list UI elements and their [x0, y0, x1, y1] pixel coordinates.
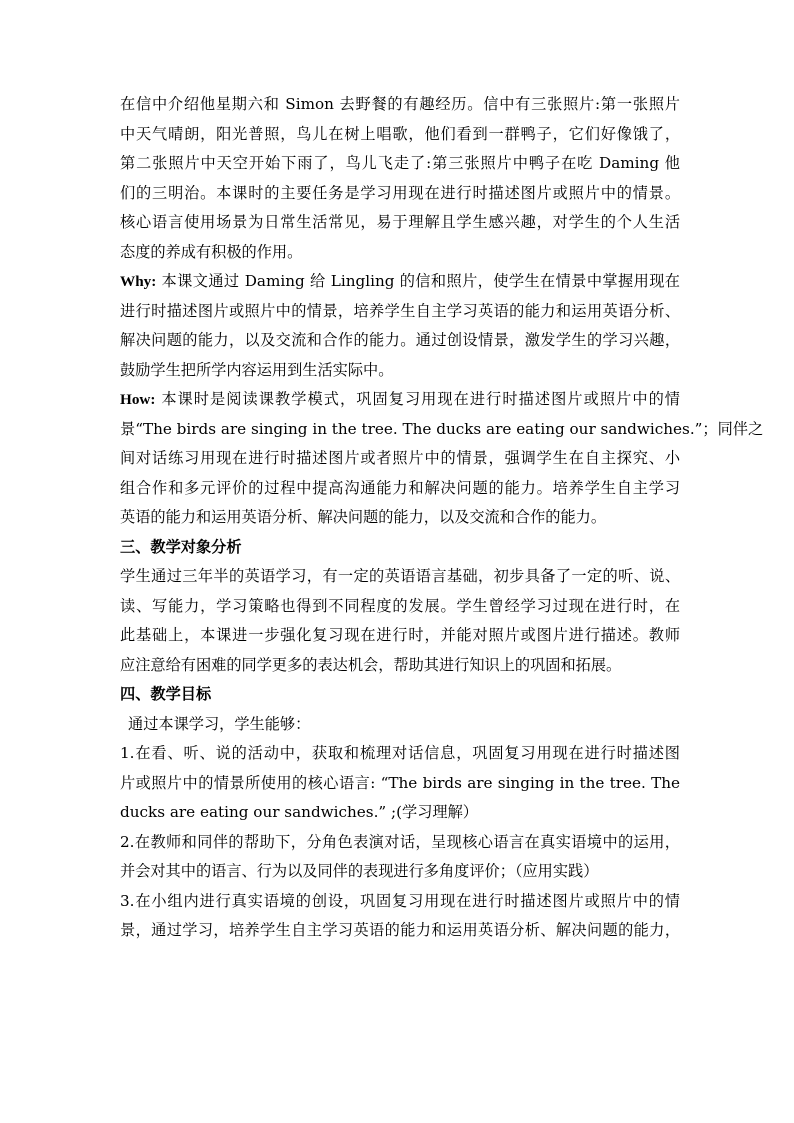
why-paragraph [120, 267, 680, 385]
paragraph-line: 应注意给有困难的同学更多的表达机会，帮助其进行知识上的巩固和拓展。 [120, 655, 622, 674]
document-body [120, 90, 764, 946]
paragraph-line: 1.在看、听、说的活动中，获取和梳理对话信息，巩固复习用现在进行时描述图 [120, 744, 680, 762]
goals-intro: 通过本课学习，学生能够： [128, 714, 311, 733]
paragraph-line: 读、写能力，学习策略也得到不同程度的发展。学生曾经学习过现在进行时，在 [120, 596, 680, 615]
paragraph-line: 们的三明治。本课时的主要任务是学习用现在进行时描述图片或照片中的情景。 [120, 183, 680, 202]
how-paragraph [120, 385, 764, 533]
what-paragraph [120, 90, 680, 267]
paragraph-line [120, 267, 680, 297]
paragraph-line: 鼓励学生把所学内容运用到生活实际中。 [120, 360, 394, 379]
paragraph-line: 并会对其中的语言、行为以及同伴的表现进行多角度评价；（应用实践） [120, 862, 599, 880]
paragraph-line: 学生通过三年半的英语学习，有一定的英语语言基础，初步具备了一定的听、说、 [120, 567, 680, 585]
section-heading: 三、教学对象分析 [120, 537, 242, 556]
paragraph-line: 此基础上，本课进一步强化复习现在进行时，并能对照片或图片进行描述。教师 [120, 626, 680, 644]
how-text: 本课时是阅读课教学模式，巩固复习用现在进行时描述图片或照片中的情 [155, 390, 680, 408]
paragraph-line: 片或照片中的情景所使用的核心语言: “The birds are singing in the tree. The [120, 773, 680, 792]
paragraph-line: 3.在小组内进行真实语境的创设，巩固复习用现在进行时描述图片或照片中的情 [120, 891, 680, 910]
paragraph-line: 解决问题的能力，以及交流和合作的能力。通过创设情景，激发学生的学习兴趣， [120, 331, 680, 349]
paragraph-line: 2.在教师和同伴的帮助下，分角色表演对话，呈现核心语言在真实语境中的运用， [120, 832, 680, 851]
paragraph-line: 第二张照片中天空开始下雨了，鸟儿飞走了:第三张照片中鸭子在吃 Daming 他 [120, 154, 680, 172]
paragraph-line: 中天气晴朗，阳光普照，鸟儿在树上唱歌，他们看到一群鸭子，它们好像饿了， [120, 124, 680, 143]
how-label: How: [120, 391, 156, 408]
why-label: Why: [120, 273, 157, 290]
paragraph-line: 核心语言使用场景为日常生活常见，易于理解且学生感兴趣，对学生的个人生活 [120, 213, 680, 231]
paragraph-line: 组合作和多元评价的过程中提高沟通能力和解决问题的能力。培养学生自主学习 [120, 478, 680, 497]
goal-item [120, 739, 680, 828]
paragraph-line: 景，通过学习，培养学生自主学习英语的能力和运用英语分析、解决问题的能力， [120, 921, 680, 939]
paragraph-line: 进行时描述图片或照片中的情景，培养学生自主学习英语的能力和运用英语分析、 [120, 301, 680, 320]
why-text: 本课文通过 Daming 给 Lingling 的信和照片，使学生在情景中掌握用现在 [156, 272, 680, 290]
paragraph-line: 在信中介绍他星期六和 Simon 去野餐的有趣经历。信中有三张照片:第一张照片 [120, 95, 680, 113]
goal-item [120, 828, 680, 887]
section-heading: 四、教学目标 [120, 685, 212, 703]
paragraph-line: 景“The birds are singing in the tree. The ducks are eating our sandwiches.”；同伴之 [120, 419, 764, 438]
paragraph-line: 态度的养成有积极的作用。 [120, 242, 303, 261]
learner-analysis-paragraph [120, 562, 680, 680]
paragraph-line: ducks are eating our sandwiches.” ;(学习理解） [120, 803, 478, 821]
goal-item [120, 887, 680, 946]
paragraph-line: 间对话练习用现在进行时描述图片或者照片中的情景，强调学生在自主探究、小 [120, 449, 680, 467]
paragraph-line: 英语的能力和运用英语分析、解决问题的能力，以及交流和合作的能力。 [120, 508, 606, 526]
paragraph-line [120, 385, 680, 415]
